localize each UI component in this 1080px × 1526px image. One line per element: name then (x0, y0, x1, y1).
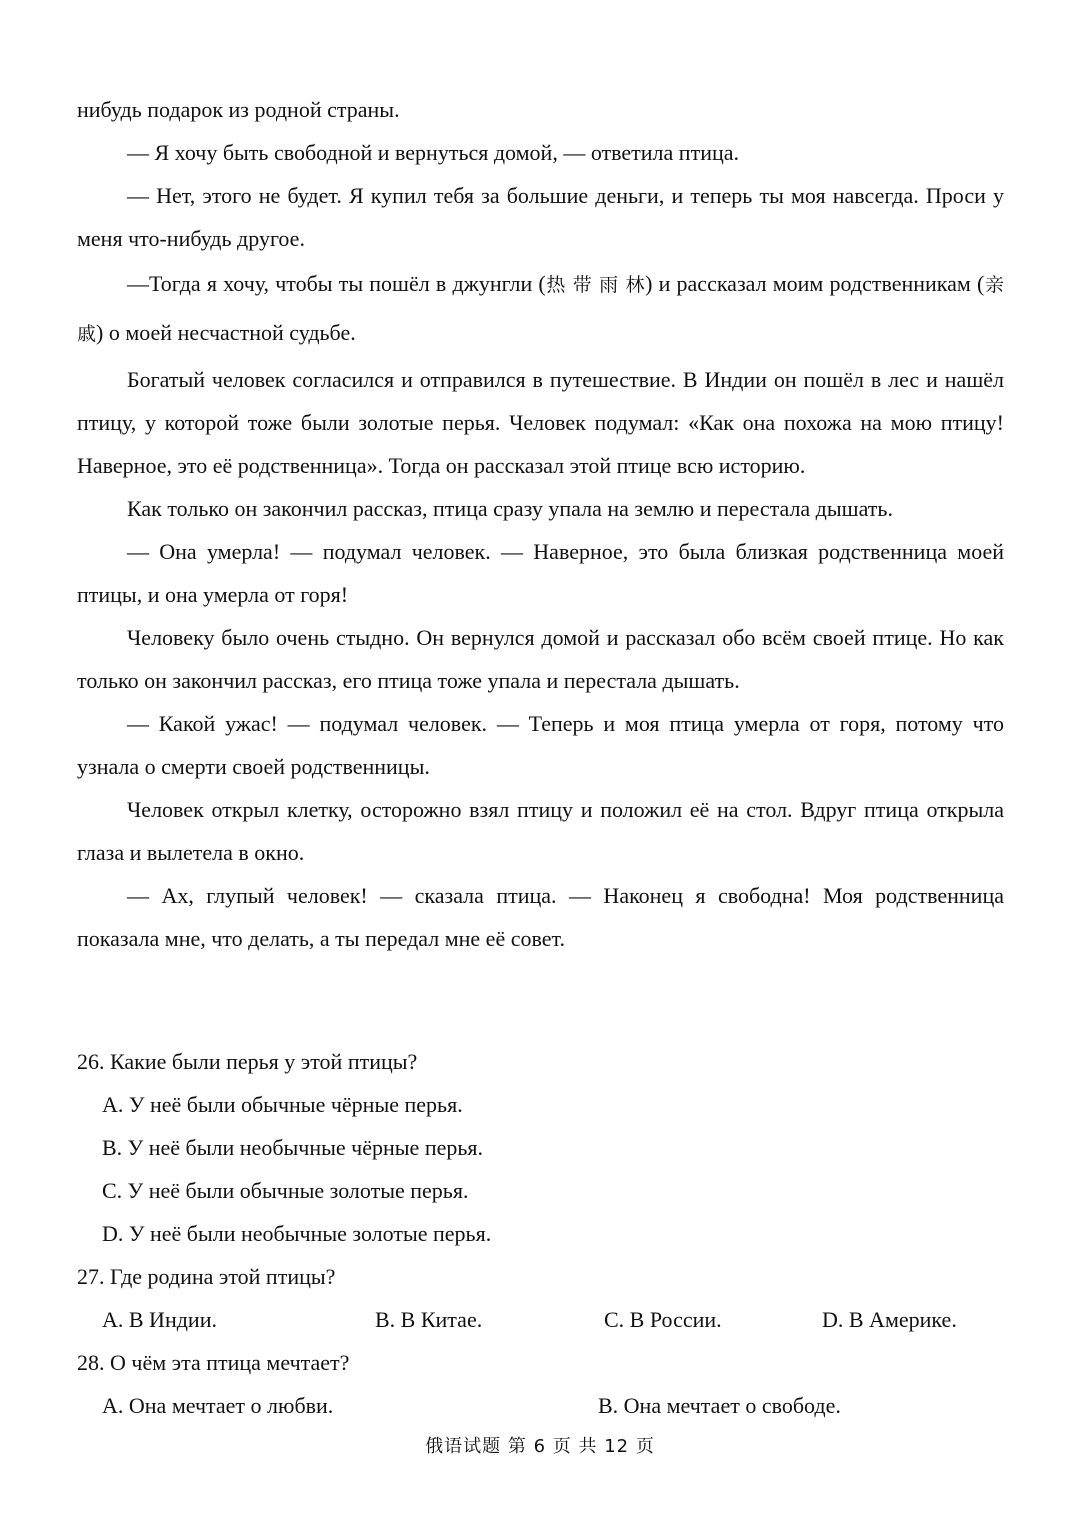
passage-paragraph: Богатый человек согласился и отправился в путешествие. В Индии он пошёл в лес и нашёл птицу, у которой тоже были золотые перья. Человек подумал: «Как она похожа на мою птицу! Наверное, это её родственница». Тогда он рассказал этой птице всю историю. (77, 367, 1004, 478)
question-26-option-d: D. У неё были необычные золотые перья. (102, 1221, 492, 1246)
question-28-options (77, 1384, 1004, 1427)
passage-paragraph: Человеку было очень стыдно. Он вернулся домой и рассказал обо всём своей птице. Но как только он закончил рассказ, его птица тоже упала и перестала дышать. (77, 625, 1004, 693)
passage-paragraph: Как только он закончил рассказ, птица сразу упала на землю и перестала дышать. (127, 496, 893, 521)
passage-paragraph: — Она умерла! — подумал человек. — Наверное, это была близкая родственница моей птицы, и она умерла от горя! (77, 539, 1004, 607)
question-section (77, 1040, 1004, 1427)
page-footer: 俄语试题 第 6 页 共 12 页 (425, 1436, 655, 1457)
question-28: 28. О чём эта птица мечтает? (77, 1350, 350, 1375)
passage-paragraph: — Ах, глупый человек! — сказала птица. — Наконец я свободна! Моя родственница показала мне, что делать, а ты передал мне её совет. (77, 883, 1004, 951)
question-26-option-c: C. У неё были обычные золотые перья. (102, 1178, 469, 1203)
chinese-gloss: 亲戚 (77, 274, 1004, 345)
passage-paragraph-with-gloss (77, 260, 1004, 358)
question-27-option-d: D. В Америке. (822, 1307, 957, 1332)
chinese-gloss: 热 带 雨 林 (545, 274, 646, 296)
question-28-option-b: B. Она мечтает о свободе. (598, 1393, 841, 1418)
question-26: 26. Какие были перья у этой птицы? (77, 1049, 418, 1074)
reading-passage (77, 88, 1004, 960)
passage-paragraph: Человек открыл клетку, осторожно взял птицу и положил её на стол. Вдруг птица открыла глаза и вылетела в окно. (77, 797, 1004, 865)
passage-paragraph: — Я хочу быть свободной и вернуться домой, — ответила птица. (127, 140, 740, 165)
passage-text: ) о моей несчастной судьбе. (96, 320, 356, 345)
question-27-option-b: B. В Китае. (375, 1307, 483, 1332)
passage-text: —Тогда я хочу, чтобы ты пошёл в джунгли ( (127, 271, 546, 296)
question-26-option-b: B. У неё были необычные чёрные перья. (102, 1135, 484, 1160)
question-27-option-a: A. В Индии. (102, 1307, 217, 1332)
passage-paragraph: — Нет, этого не будет. Я купил тебя за большие деньги, и теперь ты моя навсегда. Проси у меня что-нибудь другое. (77, 183, 1004, 251)
passage-paragraph: — Какой ужас! — подумал человек. — Теперь и моя птица умерла от горя, потому что узнала о смерти своей родственницы. (77, 711, 1004, 779)
question-28-option-a: A. Она мечтает о любви. (102, 1393, 334, 1418)
question-27-option-c: C. В России. (604, 1307, 722, 1332)
question-26-option-a: A. У неё были обычные чёрные перья. (102, 1092, 463, 1117)
passage-paragraph: нибудь подарок из родной страны. (77, 97, 400, 122)
passage-text: ) и рассказал моим родственникам ( (645, 271, 985, 296)
question-27-options (77, 1298, 1004, 1341)
question-27: 27. Где родина этой птицы? (77, 1264, 336, 1289)
